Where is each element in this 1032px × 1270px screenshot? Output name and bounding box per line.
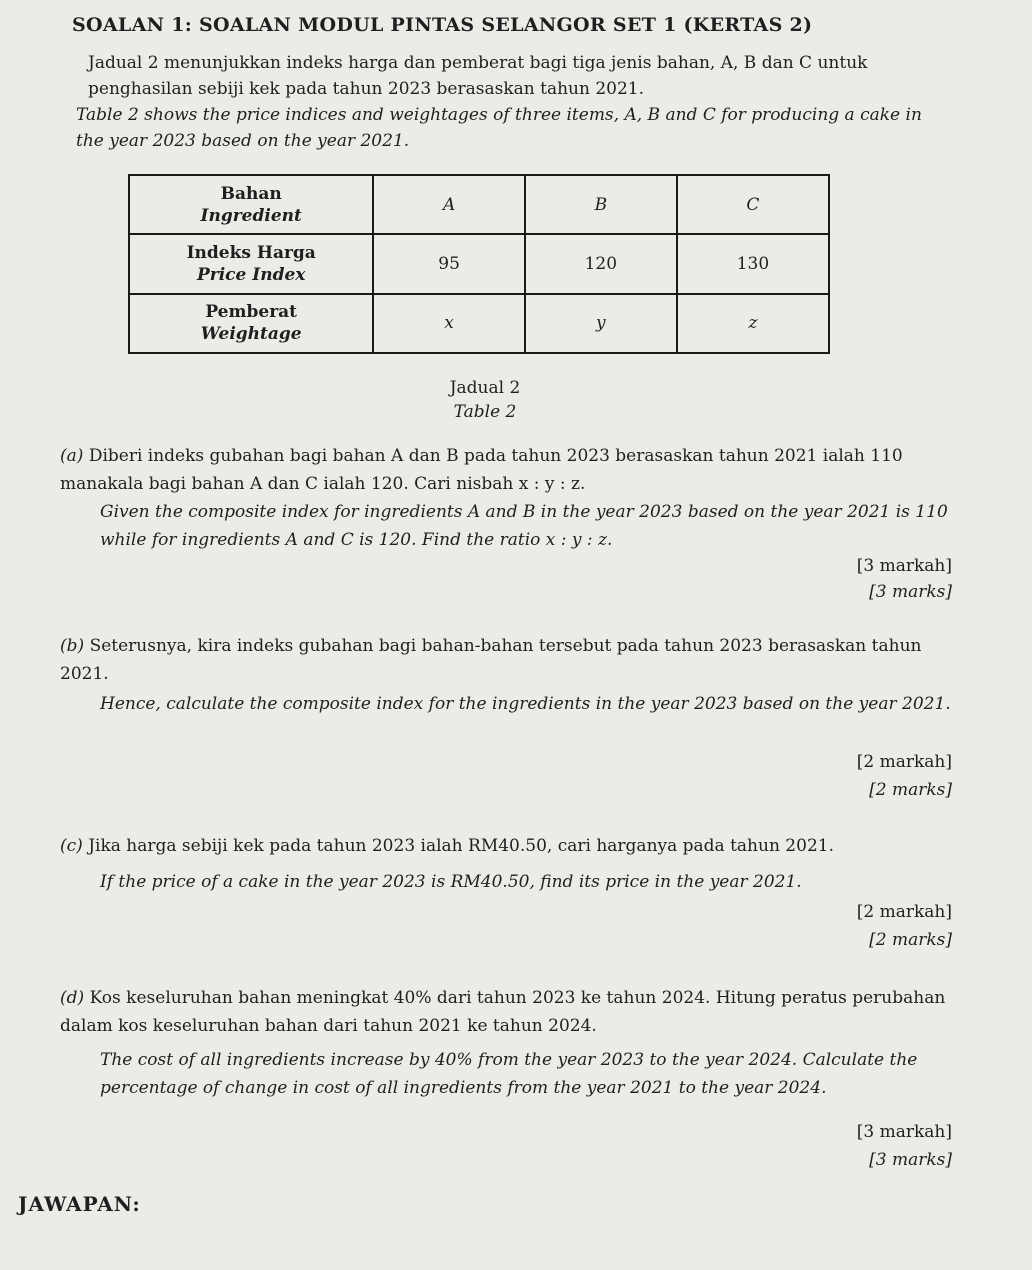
- question-text: Jika harga sebiji kek pada tahun 2023 ialah RM40.50, cari harganya pada tahun 2021.: [88, 836, 834, 856]
- question-b-english: Hence, calculate the composite index for the ingredients in the year 2023 based on the year 2021.: [100, 694, 951, 714]
- question-label: (b): [60, 636, 85, 656]
- marks-english: [2 marks]: [869, 780, 952, 800]
- question-label: (c): [60, 836, 83, 856]
- question-label: (a): [60, 446, 84, 466]
- price-index-a: 95: [373, 234, 524, 293]
- question-text: Seterusnya, kira indeks gubahan bagi bahan-bahan tersebut pada tahun 2023 berasaskan tahun 2021.: [60, 636, 922, 684]
- table-row: [129, 294, 829, 353]
- marks-english: [2 marks]: [869, 930, 952, 950]
- column-b: B: [525, 175, 677, 234]
- weightage-y: y: [525, 294, 677, 353]
- question-title: SOALAN 1: SOALAN MODUL PINTAS SELANGOR SET 1 (KERTAS 2): [72, 14, 813, 36]
- question-c-malay: [60, 832, 965, 860]
- marks-malay: [2 markah]: [856, 752, 952, 772]
- question-text: Kos keseluruhan bahan meningkat 40% dari tahun 2023 ke tahun 2024. Hitung peratus perubahan dalam kos keseluruhan bahan dari tahun 2021 ke tahun 2024.: [60, 988, 946, 1036]
- row-label-english: Weightage: [200, 324, 302, 345]
- table-caption-english: Table 2: [453, 402, 517, 422]
- row-label-english: Price Index: [196, 264, 306, 285]
- price-index-table: [128, 174, 830, 354]
- header-english: Ingredient: [200, 205, 302, 226]
- price-index-b: 120: [525, 234, 677, 293]
- weightage-x: x: [373, 294, 524, 353]
- row-label-cell: [129, 294, 373, 353]
- marks-english: [3 marks]: [869, 1150, 952, 1170]
- column-a: A: [373, 175, 524, 234]
- question-c-english: If the price of a cake in the year 2023 is RM40.50, find its price in the year 2021.: [100, 872, 802, 892]
- weightage-z: z: [677, 294, 829, 353]
- header-malay: Bahan: [220, 183, 282, 204]
- column-c: C: [677, 175, 829, 234]
- intro-english: Table 2 shows the price indices and weightages of three items, A, B and C for producing a cake in the year 2023 based on the year 2021.: [76, 105, 922, 151]
- row-label-malay: Pemberat: [205, 302, 298, 323]
- table-header-cell: [129, 175, 373, 234]
- table-row: [129, 234, 829, 293]
- row-label-cell: [129, 234, 373, 293]
- price-index-c: 130: [677, 234, 829, 293]
- table-header-row: [129, 175, 829, 234]
- table-caption-malay: Jadual 2: [449, 378, 521, 398]
- intro-malay: Jadual 2 menunjukkan indeks harga dan pemberat bagi tiga jenis bahan, A, B dan C untuk penghasilan sebiji kek pada tahun 2023 berasaskan tahun 2021.: [88, 53, 868, 99]
- row-label-malay: Indeks Harga: [186, 242, 316, 263]
- question-b-malay: [60, 632, 965, 688]
- marks-malay: [2 markah]: [856, 902, 952, 922]
- question-label: (d): [60, 988, 85, 1008]
- answer-label: JAWAPAN:: [18, 1192, 141, 1216]
- question-a-malay: [60, 442, 965, 498]
- question-d-malay: [60, 984, 965, 1040]
- marks-malay: [3 markah]: [856, 1122, 952, 1142]
- question-text: Diberi indeks gubahan bagi bahan A dan B pada tahun 2023 berasaskan tahun 2021 ialah 110 manakala bagi bahan A dan C ialah 120. Cari nisbah x : y : z.: [60, 446, 903, 494]
- question-a-english: Given the composite index for ingredients A and B in the year 2023 based on the year 2021 is 110 while for ingredients A and C is 120. Find the ratio x : y : z.: [100, 502, 948, 550]
- question-d-english: The cost of all ingredients increase by 40% from the year 2023 to the year 2024. Calculate the percentage of change in cost of all ingredients from the year 2021 to the year 2024.: [100, 1050, 918, 1098]
- marks-english: [3 marks]: [869, 582, 952, 602]
- marks-malay: [3 markah]: [856, 556, 952, 576]
